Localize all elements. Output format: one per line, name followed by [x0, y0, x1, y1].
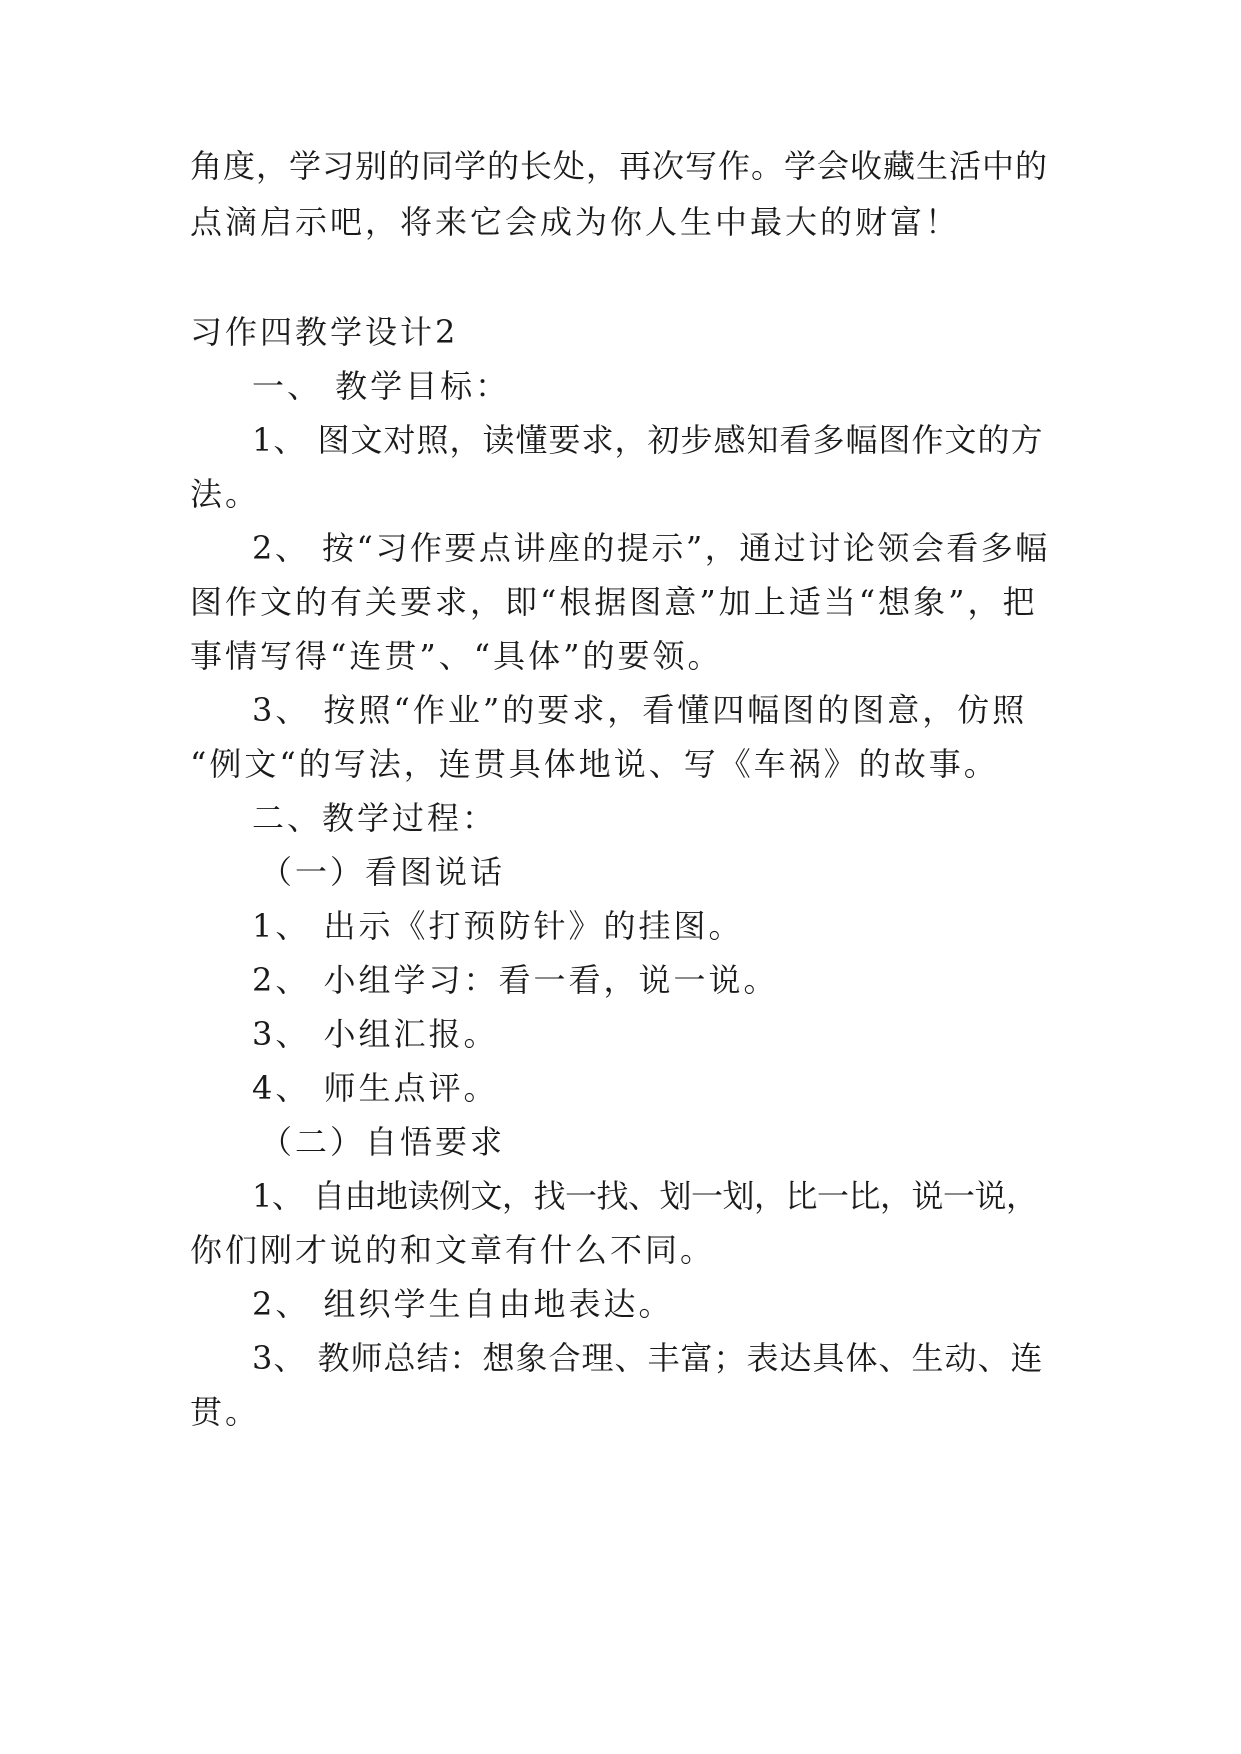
goal-2-line-2: 图作文的有关要求，即“根据图意”加上适当“想象”，把 [190, 583, 1038, 621]
part-2-step-3-line-2: 贯。 [190, 1393, 261, 1431]
part-1-step-1: 1、 出示《打预防针》的挂图。 [252, 907, 744, 945]
goal-1-line-1: 1、 图文对照，读懂要求，初步感知看多幅图作文的方 [252, 421, 1044, 459]
section-2-title: 二、教学过程： [252, 799, 498, 837]
goal-1-line-2: 法。 [190, 475, 261, 513]
goal-2-line-3: 事情写得“连贯”、“具体”的要领。 [190, 637, 723, 675]
part-2-step-1-line-2: 你们刚才说的和文章有什么不同。 [190, 1231, 716, 1269]
goal-3-line-1: 3、 按照“作业”的要求，看懂四幅图的图意，仿照 [252, 691, 1028, 729]
part-2-step-2: 2、 组织学生自由地表达。 [252, 1285, 674, 1323]
intro-line-2: 点滴启示吧，将来它会成为你人生中最大的财富！ [190, 203, 961, 241]
part-1-step-4: 4、 师生点评。 [252, 1069, 499, 1107]
part-2-step-1-line-1: 1、 自由地读例文，找一找、划一划，比一比，说一说， [252, 1177, 1038, 1215]
part-1-step-3: 3、 小组汇报。 [252, 1015, 499, 1053]
part-2-title: （二）自悟要求 [260, 1123, 506, 1161]
goal-2-line-1: 2、 按“习作要点讲座的提示”，通过讨论领会看多幅 [252, 529, 1050, 567]
part-1-step-2: 2、 小组学习：看一看，说一说。 [252, 961, 779, 999]
part-1-title: （一）看图说话 [260, 853, 506, 891]
section-1-title: 一、 教学目标： [252, 367, 511, 405]
goal-3-line-2: “例文“的写法，连贯具体地说、写《车祸》的故事。 [190, 745, 999, 783]
part-2-step-3-line-1: 3、 教师总结：想象合理、丰富；表达具体、生动、连 [252, 1339, 1044, 1377]
intro-line-1: 角度，学习别的同学的长处，再次写作。学会收藏生活中的 [190, 147, 1049, 185]
section-heading: 习作四教学设计2 [190, 313, 459, 351]
